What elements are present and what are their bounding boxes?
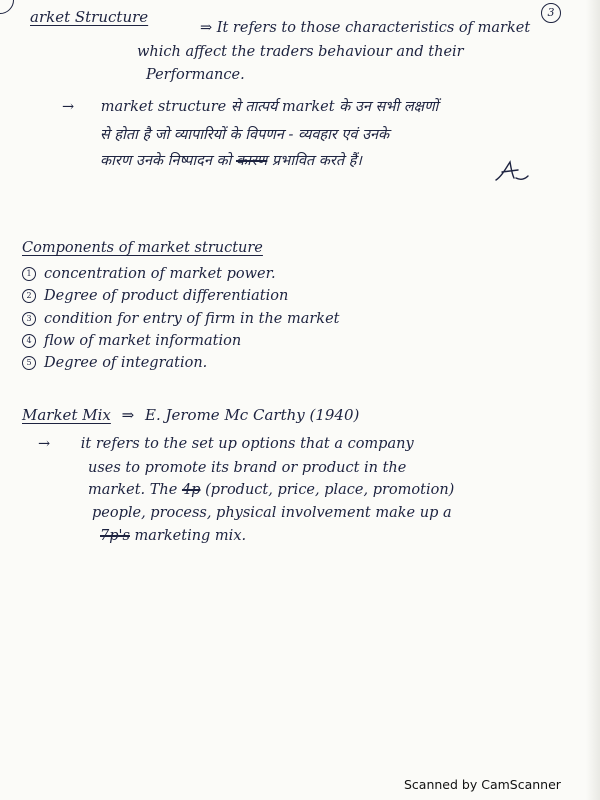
market-mix-heading: Market Mix <box>22 406 111 424</box>
hindi-text-3b: प्रभावित करते हैं। <box>271 153 362 169</box>
definition-line-3: Performance. <box>146 67 245 83</box>
attribution: E. Jerome Mc Carthy (1940) <box>145 406 360 424</box>
signature-mark <box>492 158 532 184</box>
market-mix-heading-line <box>22 406 359 424</box>
struck-4p: 4p <box>181 482 201 498</box>
item-number: 5 <box>22 356 36 370</box>
mix-text-3b: (product, price, place, promotion) <box>205 482 455 498</box>
market-structure-heading: arket Structure <box>30 8 149 26</box>
corner-circle-mark <box>0 0 14 14</box>
definition-text-1: It refers to those characteristics of market <box>216 20 531 36</box>
mix-line-1 <box>38 436 414 452</box>
hindi-text-1: market structure से तात्पर्य market के उन सभी लक्षणों <box>100 99 439 115</box>
mix-line-2: uses to promote its brand or product in the <box>88 460 407 476</box>
item-number: 1 <box>22 267 36 281</box>
implies-arrow: ⇒ <box>200 20 213 36</box>
mix-text-5: marketing mix. <box>134 528 247 544</box>
item-number: 3 <box>22 312 36 326</box>
hindi-text-3a: कारण उनके निष्पादन को <box>100 153 232 169</box>
scanner-footer: Scanned by CamScanner <box>404 777 561 792</box>
components-heading: Components of market structure <box>22 240 263 256</box>
page-edge-shadow <box>586 0 600 800</box>
implies-arrow: ⇒ <box>121 406 135 424</box>
component-item-3 <box>22 311 340 327</box>
definition-line-2: which affect the traders behaviour and their <box>137 44 464 60</box>
component-item-5 <box>22 355 207 371</box>
item-number: 2 <box>22 289 36 303</box>
mix-line-3 <box>88 482 454 498</box>
struck-7p: 7p's <box>100 528 130 544</box>
hindi-line-3 <box>100 150 362 170</box>
mix-text-3a: market. The <box>88 482 178 498</box>
item-text: Degree of product differentiation <box>44 288 289 304</box>
component-item-2 <box>22 288 288 304</box>
bullet-arrow: → <box>62 99 75 115</box>
mix-line-5 <box>100 528 246 544</box>
definition-line-1 <box>200 20 530 36</box>
bullet-arrow: → <box>38 436 51 452</box>
mix-text-1: it refers to the set up options that a company <box>80 436 414 452</box>
struck-word: कारण <box>235 153 268 169</box>
component-item-4 <box>22 333 241 349</box>
page-number: 3 <box>541 3 561 23</box>
hindi-line-2: से होता है जो व्यापारियों के विपणन - व्यवहार एवं उनके <box>100 127 390 143</box>
item-number: 4 <box>22 334 36 348</box>
item-text: condition for entry of firm in the market <box>44 311 340 327</box>
item-text: Degree of integration. <box>44 355 208 371</box>
hindi-line-1 <box>62 96 438 116</box>
component-item-1 <box>22 266 276 282</box>
item-text: flow of market information <box>44 333 242 349</box>
mix-line-4: people, process, physical involvement make up a <box>92 505 452 521</box>
item-text: concentration of market power. <box>44 266 276 282</box>
